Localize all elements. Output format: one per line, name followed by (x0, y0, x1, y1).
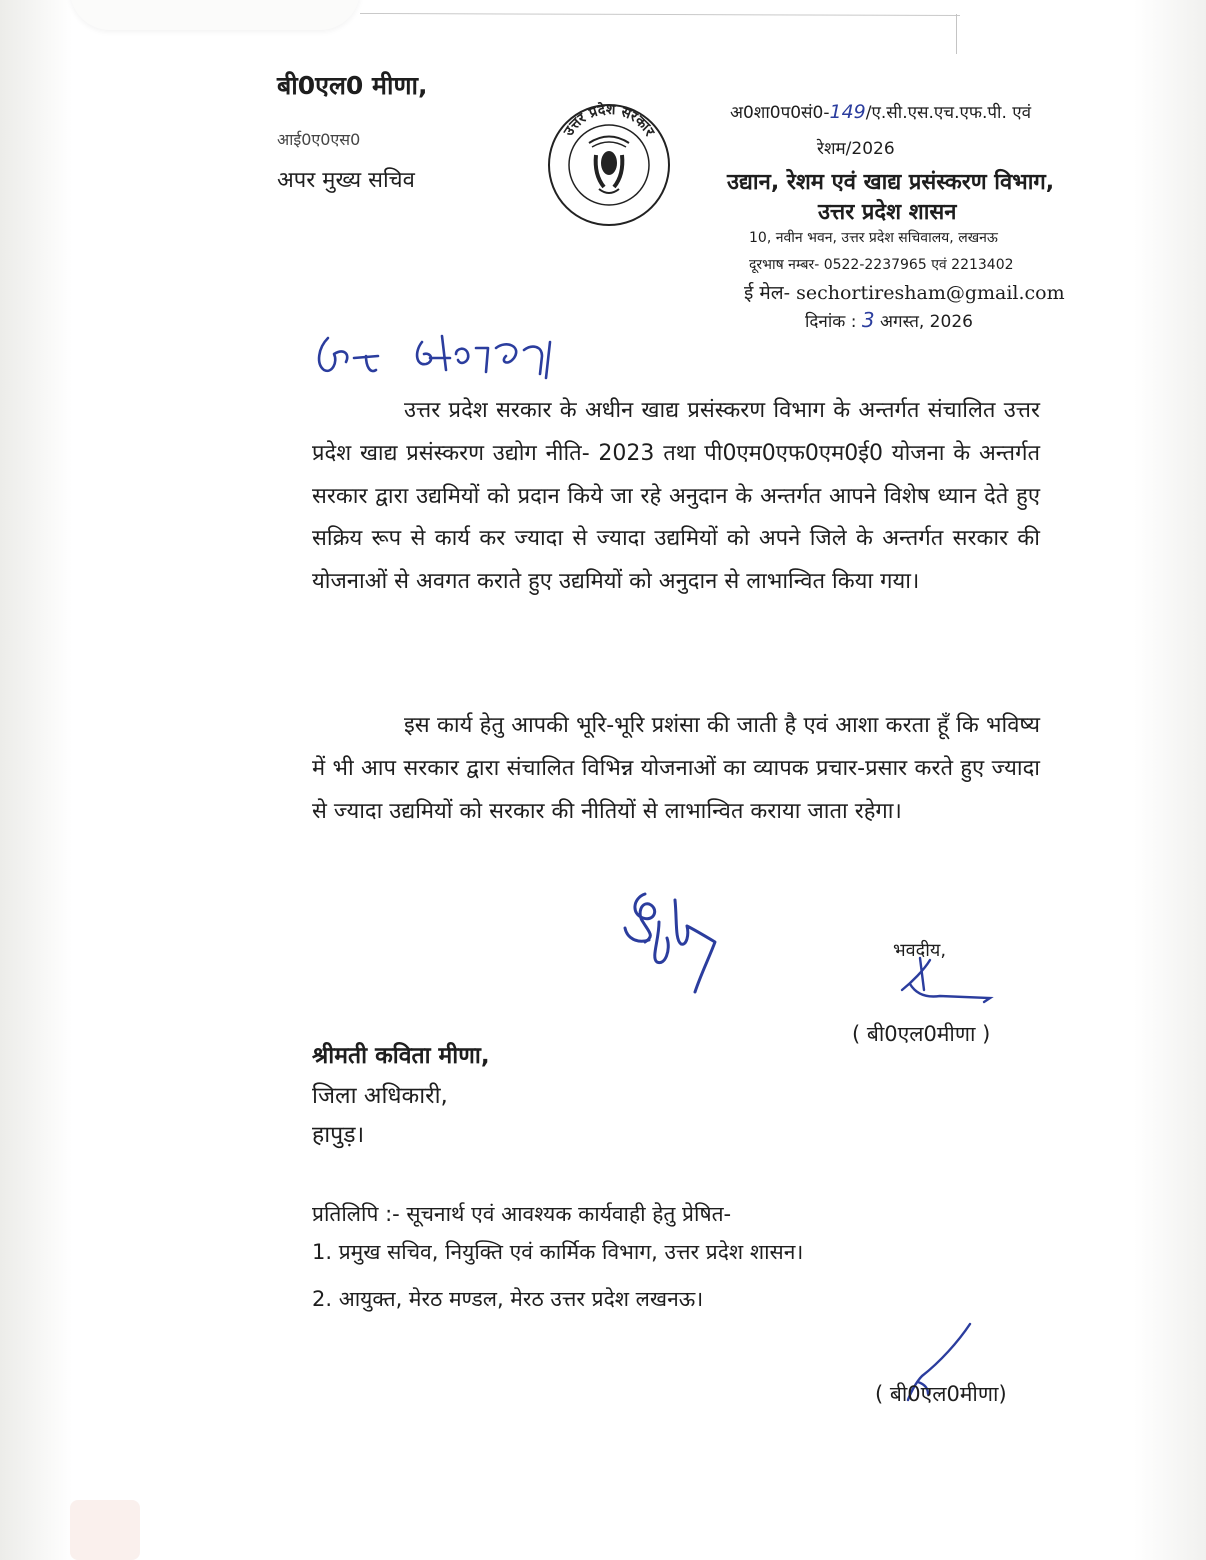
emblem-text: उत्तर प्रदेश सरकार (560, 101, 658, 139)
sender-service: आई0ए0एस0 (277, 130, 361, 149)
scan-edge-line (360, 13, 960, 16)
ref-handwritten-number: 149 (829, 101, 866, 123)
office-phone: दूरभाष नम्बर- 0522-2237965 एवं 2213402 (749, 257, 1014, 273)
body-paragraph-1: उत्तर प्रदेश सरकार के अधीन खाद्य प्रसंस्करण विभाग के अन्तर्गत संचालित उत्तर प्रदेश खाद्य प्रसंस्करण उद्योग नीति- 2023 तथा पी0एम0एफ0एम0ई0 योजना के अन्तर्गत सरकार द्वारा उद्यमियों को प्रदान किये जा रहे अनुदान के अन्तर्गत आपने विशेष ध्यान देते हुए सक्रिय रूप से कार्य कर ज्यादा से ज्यादा उद्यमियों को अपने जिले के अन्तर्गत सरकार की योजनाओं से अवगत कराते हुए उद्यमियों को अनुदान से लाभान्वित किया गया। (312, 398, 1040, 595)
handwritten-initials-1 (880, 950, 1000, 1010)
body-paragraph-2: इस कार्य हेतु आपकी भूरि-भूरि प्रशंसा की जाती है एवं आशा करता हूँ कि भविष्य में भी आप सरकार द्वारा संचालित विभिन्न योजनाओं का व्यापक प्रचार-प्रसार करते हुए ज्यादा से ज्यादा उद्यमियों को सरकार की नीतियों से लाभान्वित कराया जाता रहेगा। (312, 713, 1040, 824)
signatory-name-1: ( बी0एल0मीणा ) (852, 1022, 991, 1046)
office-address: 10, नवीन भवन, उत्तर प्रदेश सचिवालय, लखनऊ (749, 230, 998, 246)
copy-to-item: 2. आयुक्त, मेरठ मण्डल, मेरठ उत्तर प्रदेश लखनऊ। (312, 1287, 704, 1311)
reference-line-2: रेशम/2026 (817, 139, 895, 159)
signatory-name-2: ( बी0एल0मीणा) (875, 1382, 1007, 1406)
handwritten-salutation (310, 318, 580, 390)
svg-text:उत्तर प्रदेश सरकार (560, 101, 658, 140)
letter-date (805, 308, 973, 332)
sender-designation: अपर मुख्य सचिव (277, 168, 415, 193)
government-name: उत्तर प्रदेश शासन (818, 200, 957, 225)
date-handwritten-day: 3 (861, 308, 875, 332)
page-corner-blemish (70, 0, 360, 30)
sender-name: बी0एल0 मीणा, (277, 71, 428, 100)
date-month-year: अगस्त, 2026 (880, 312, 973, 332)
date-label: दिनांक : (805, 312, 857, 332)
addressee-place: हापुड़। (312, 1122, 365, 1148)
page-bottom-blemish (70, 1500, 140, 1560)
addressee-designation: जिला अधिकारी, (312, 1083, 448, 1109)
state-emblem-icon (544, 85, 674, 230)
department-name: उद्यान, रेशम एवं खाद्य प्रसंस्करण विभाग, (727, 170, 1055, 195)
reference-number (730, 100, 1031, 123)
ref-suffix: /ए.सी.एस.एच.एफ.पी. एवं (865, 103, 1032, 123)
closing-bhavdiya: भवदीय, (893, 940, 947, 961)
office-email: ई मेल- sechortiresham@gmail.com (744, 282, 1065, 304)
copy-to-item: 1. प्रमुख सचिव, नियुक्ति एवं कार्मिक विभाग, उत्तर प्रदेश शासन। (312, 1240, 804, 1264)
copy-to-heading: प्रतिलिपि :- सूचनार्थ एवं आवश्यक कार्यवाही हेतु प्रेषित- (312, 1202, 732, 1226)
ref-prefix: अ0शा0प0सं0- (730, 103, 830, 123)
addressee-name: श्रीमती कविता मीणा, (312, 1043, 490, 1069)
scan-edge-tick (956, 14, 957, 54)
handwritten-signature-main (615, 880, 735, 1000)
